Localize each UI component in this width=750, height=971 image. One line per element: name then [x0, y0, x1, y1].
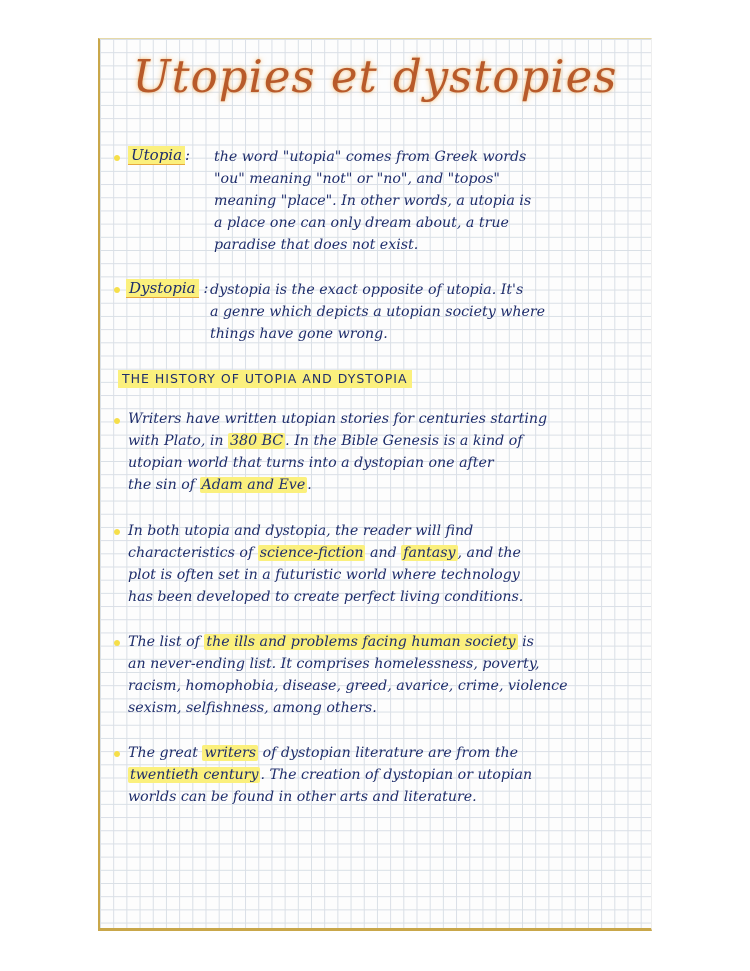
page-title: Utopies et dystopies [132, 50, 618, 103]
bullet-paragraph-4 [114, 751, 120, 757]
text-segment: characteristics of [128, 545, 258, 561]
highlighted-text: the ills and problems facing human society [206, 634, 516, 650]
paragraph-line [128, 452, 547, 474]
definition-line: things have gone wrong. [210, 326, 388, 342]
paragraph-line [128, 764, 532, 786]
paragraph-4 [128, 742, 532, 808]
definition-line: a genre which depicts a utopian society where [210, 304, 546, 320]
paragraph-line [128, 631, 567, 653]
text-segment: Writers have written utopian stories for centuries starting [128, 411, 548, 427]
text-segment: . In the Bible Genesis is a kind of [285, 433, 523, 449]
text-segment: has been developed to create perfect living conditions. [128, 589, 524, 605]
paragraph-line [128, 675, 567, 697]
bullet-utopia [114, 155, 120, 161]
text-segment: worlds can be found in other arts and literature. [128, 789, 477, 805]
highlighted-text: writers [204, 745, 257, 761]
bullet-dystopia [114, 287, 120, 293]
paragraph-line [128, 586, 523, 608]
text-segment: an never-ending list. It comprises homelessness, poverty, [128, 656, 540, 672]
highlighted-text: twentieth century [130, 767, 259, 783]
highlighted-text: 380 BC [230, 433, 284, 449]
text-segment: the sin of [128, 477, 200, 493]
paragraph-line [128, 697, 567, 719]
term-utopia [128, 146, 190, 164]
text-segment: with Plato, in [128, 433, 229, 449]
bullet-paragraph-3 [114, 640, 120, 646]
text-segment: . The creation of dystopian or utopian [260, 767, 533, 783]
definition-line: meaning "place". In other words, a utopia is [214, 193, 532, 209]
highlighted-text: science-fiction [259, 545, 364, 561]
paragraph-line [128, 474, 547, 496]
definition-line: a place one can only dream about, a true [214, 215, 509, 231]
term-utopia-word: Utopia [128, 146, 185, 165]
definition-line: the word "utopia" comes from Greek words [214, 149, 527, 165]
definition-line: paradise that does not exist. [214, 237, 419, 253]
paragraph-line [128, 786, 532, 808]
paragraph-line [128, 430, 547, 452]
paragraph-line [128, 408, 547, 430]
text-segment: is [517, 634, 534, 650]
text-segment: sexism, selfishness, among others. [128, 700, 377, 716]
term-utopia-sep: : [185, 146, 191, 164]
paragraph-line [128, 542, 523, 564]
paragraph-line [128, 653, 567, 675]
definition-dystopia [210, 279, 545, 345]
paragraph-line [128, 742, 532, 764]
text-segment: . [307, 477, 312, 493]
paragraph-3 [128, 631, 567, 719]
paragraph-line [128, 564, 523, 586]
paragraph-line [128, 520, 523, 542]
definition-line: dystopia is the exact opposite of utopia. It's [210, 282, 524, 298]
text-segment: In both utopia and dystopia, the reader will find [128, 523, 474, 539]
text-segment: and [365, 545, 402, 561]
text-segment: utopian world that turns into a dystopian one after [128, 455, 494, 471]
text-segment: of dystopian literature are from the [258, 745, 519, 761]
highlighted-text: Adam and Eve [201, 477, 306, 493]
highlighted-text: fantasy [403, 545, 456, 561]
bullet-paragraph-1 [114, 418, 120, 424]
term-dystopia [126, 279, 208, 297]
term-dystopia-word: Dystopia [126, 279, 199, 298]
history-heading: THE HISTORY OF UTOPIA AND DYSTOPIA [118, 370, 412, 388]
term-dystopia-sep: : [203, 279, 209, 297]
bullet-paragraph-2 [114, 529, 120, 535]
text-segment: plot is often set in a futuristic world where technology [128, 567, 520, 583]
definition-line: "ou" meaning "not" or "no", and "topos" [214, 171, 500, 187]
paragraph-2 [128, 520, 523, 608]
text-segment: racism, homophobia, disease, greed, avarice, crime, violence [128, 678, 568, 694]
paragraph-1 [128, 408, 547, 496]
definition-utopia [214, 146, 531, 256]
text-segment: The list of [128, 634, 205, 650]
text-segment: , and the [457, 545, 521, 561]
text-segment: The great [128, 745, 203, 761]
